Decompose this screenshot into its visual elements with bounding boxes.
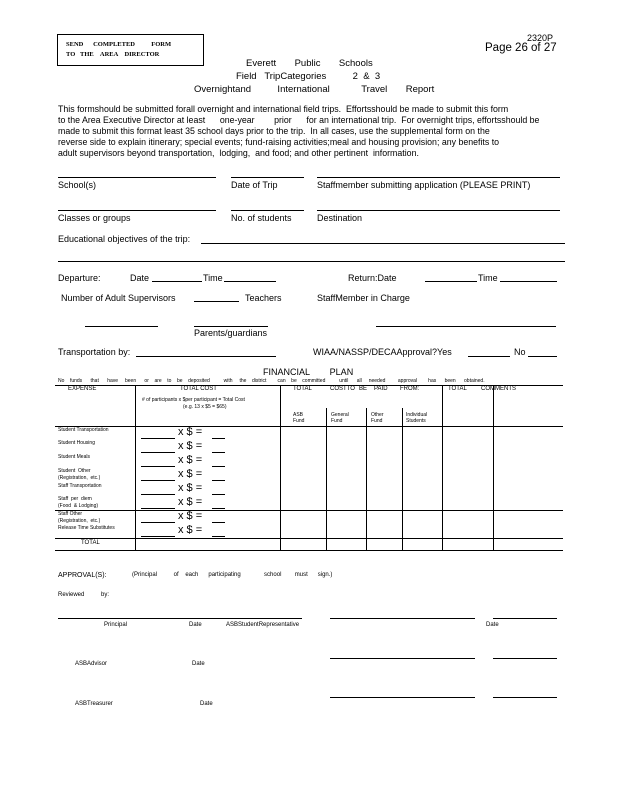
send-box-line1: SEND COMPLETED FORM [66, 41, 172, 48]
table-total-top [55, 538, 563, 539]
financial-plan-title: FINANCIAL PLAN [263, 367, 354, 377]
table-col-6 [442, 385, 443, 550]
sub-other: Other Fund [371, 412, 384, 424]
transportation-label: Transportation by: [58, 347, 131, 357]
wiaa-no-line[interactable] [528, 356, 557, 357]
participants-blank[interactable] [141, 438, 175, 439]
advisor-sign-line[interactable] [330, 658, 475, 659]
student-rep-date-line[interactable] [493, 618, 557, 619]
sub-asb: ASB Fund [293, 412, 305, 424]
date-of-trip-label: Date of Trip [231, 180, 278, 190]
sub-individual: Individual Students [406, 412, 428, 424]
destination-line[interactable] [317, 210, 560, 211]
objectives-label: Educational objectives of the trip: [58, 234, 191, 244]
parents-line[interactable] [194, 326, 268, 327]
title-line3: Overnightand International Travel Report [194, 84, 435, 95]
departure-date-line[interactable] [152, 281, 202, 282]
principal-sign-line[interactable] [58, 618, 302, 619]
staff-in-charge-label: StaffMember in Charge [317, 293, 410, 303]
calc-text: x $ = [178, 440, 203, 452]
parents-label: Parents/guardians [194, 328, 268, 338]
cost-blank[interactable] [212, 522, 225, 523]
treasurer-sign-line[interactable] [330, 697, 475, 698]
instructions-line3: made to submit this format least 35 school days prior to the trip. In all cases, use the supplemental form on the [58, 126, 490, 136]
advisor-date-label: Date [192, 661, 205, 667]
destination-label: Destination [317, 213, 363, 223]
title-line1: Everett Public Schools [246, 58, 373, 69]
table-col-3 [326, 408, 327, 550]
treasurer-date-label: Date [200, 701, 213, 707]
asb-advisor-label: ASBAdvisor [75, 661, 108, 667]
sub-general: General Fund [331, 412, 349, 424]
principal-date-label: Date [189, 622, 202, 628]
advisor-date-line[interactable] [493, 658, 557, 659]
departure-label: Departure: [58, 273, 101, 283]
calc-text: x $ = [178, 496, 203, 508]
table-col-5 [402, 408, 403, 550]
row-student-other: Student Other (Registration, etc.) [58, 468, 101, 481]
table-col-1 [135, 385, 136, 550]
calc-text: x $ = [178, 468, 203, 480]
num-students-label: No. of students [231, 213, 292, 223]
title-line2: Field TripCategories 2 & 3 [236, 71, 381, 82]
instructions-line4: reverse side to explain itinerary; special events; fund-raising activities;meal and housing provision; any benefits to [58, 137, 500, 147]
participants-blank[interactable] [141, 480, 175, 481]
staff-submitting-line[interactable] [317, 177, 560, 178]
approvals-instruction: (Principal of each participating school must sign.) [132, 572, 333, 578]
col-expense: EXPENSE [68, 386, 97, 392]
cost-blank[interactable] [212, 438, 225, 439]
date-of-trip-line[interactable] [231, 177, 304, 178]
row-student-transportation: Student Transportation [58, 427, 109, 433]
col-paid: PAID [374, 386, 388, 392]
col-comments: COMMENTS [481, 386, 516, 392]
calc-text: x $ = [178, 524, 203, 536]
col-total-cost: TOTAL COST [180, 386, 217, 392]
school-line[interactable] [58, 177, 216, 178]
table-col-7 [493, 385, 494, 550]
staff-in-charge-line[interactable] [376, 326, 556, 327]
school-label: School(s) [58, 180, 97, 190]
num-adults-label: Number of Adult Supervisors [61, 293, 176, 303]
supervisors-line[interactable] [85, 326, 158, 327]
approvals-title: APPROVAL(S): [58, 572, 107, 579]
participants-blank[interactable] [141, 494, 175, 495]
staff-submitting-label: Staffmember submitting application (PLEASE PRINT) [317, 180, 531, 190]
teachers-label: Teachers [245, 293, 282, 303]
num-students-line[interactable] [231, 210, 304, 211]
student-rep-sign-line[interactable] [330, 618, 475, 619]
student-rep-date-label: Date [486, 622, 499, 628]
return-date-line[interactable] [425, 281, 477, 282]
classes-label: Classes or groups [58, 213, 131, 223]
reviewed-by: Reviewed by: [58, 592, 110, 598]
participants-blank[interactable] [141, 536, 175, 537]
col-total2: TOTAL [293, 386, 312, 392]
row-staff-other: Staff Other (Registration, etc.) [58, 511, 101, 524]
table-col-2 [280, 385, 281, 550]
page-number: Page 26 of 27 [485, 42, 557, 54]
objectives-line2[interactable] [58, 261, 565, 262]
num-adults-line[interactable] [194, 301, 239, 302]
return-time-line[interactable] [500, 281, 557, 282]
cost-blank[interactable] [212, 536, 225, 537]
cost-blank[interactable] [212, 466, 225, 467]
instructions-line2: to the Area Executive Director at least one-year prior for an international trip. For overnight trips, effortsshould be [58, 115, 540, 125]
participants-blank[interactable] [141, 466, 175, 467]
row-staff-per-diem: Staff per diem (Food & Lodging) [58, 496, 99, 509]
col-from: FROM: [400, 386, 420, 392]
send-box-line2: TO THE AREA DIRECTOR [66, 51, 160, 58]
row-student-meals: Student Meals [58, 454, 90, 460]
cost-blank[interactable] [212, 480, 225, 481]
treasurer-date-line[interactable] [493, 697, 557, 698]
row-total: TOTAL [81, 540, 100, 546]
col-total3: TOTAL [448, 386, 467, 392]
return-time-label: Time [478, 273, 498, 283]
wiaa-yes-line[interactable] [468, 356, 510, 357]
table-subrow-line [55, 510, 563, 511]
form-code: 2320P [527, 33, 554, 43]
wiaa-label: WIAA/NASSP/DECAApproval?Yes [313, 347, 452, 357]
col-formula: # of participants x $per participant = Total Cost [142, 397, 245, 403]
cost-blank[interactable] [212, 452, 225, 453]
financial-notice: No funds that have been or are to be deposited with the district can be committed until all needed approval has been obtained. [58, 378, 485, 384]
principal-label: Principal [104, 622, 128, 628]
instructions-line1: This formshould be submitted forall overnight and international field trips. Effortsshould be made to submit this form [58, 104, 509, 114]
row-student-housing: Student Housing [58, 440, 95, 446]
row-release-time: Release Time Substitutes [58, 525, 115, 531]
return-date-label: Return:Date [348, 273, 397, 283]
table-bottom [55, 550, 563, 551]
departure-time-label: Time [203, 273, 223, 283]
participants-blank[interactable] [141, 452, 175, 453]
col-cost-to: COSTTO [330, 386, 355, 392]
wiaa-no-label: No [514, 347, 526, 357]
asb-treasurer-label: ASBTreasurer [75, 701, 113, 707]
participants-blank[interactable] [141, 522, 175, 523]
send-completed-box [57, 34, 204, 66]
objectives-line1[interactable] [201, 243, 565, 244]
cost-blank[interactable] [212, 494, 225, 495]
table-header-bottom [55, 426, 563, 427]
calc-text: x $ = [178, 510, 203, 522]
instructions-line5: adult supervisors beyond transportation, lodging, and food; and other pertinent information. [58, 148, 419, 158]
row-staff-transportation: Staff Transportation [58, 483, 102, 489]
calc-text: x $ = [178, 482, 203, 494]
classes-line[interactable] [58, 210, 216, 211]
calc-text: x $ = [178, 426, 203, 438]
departure-date-label: Date [130, 273, 150, 283]
table-col-4 [366, 408, 367, 550]
col-be: BE [359, 386, 368, 392]
departure-time-line[interactable] [224, 281, 276, 282]
transportation-line[interactable] [136, 356, 276, 357]
calc-text: x $ = [178, 454, 203, 466]
cost-blank[interactable] [212, 508, 225, 509]
participants-blank[interactable] [141, 508, 175, 509]
asb-student-rep-label: ASBStudentRepresentative [226, 622, 300, 628]
col-example: (e.g. 13 x $5 = $65) [183, 404, 227, 410]
